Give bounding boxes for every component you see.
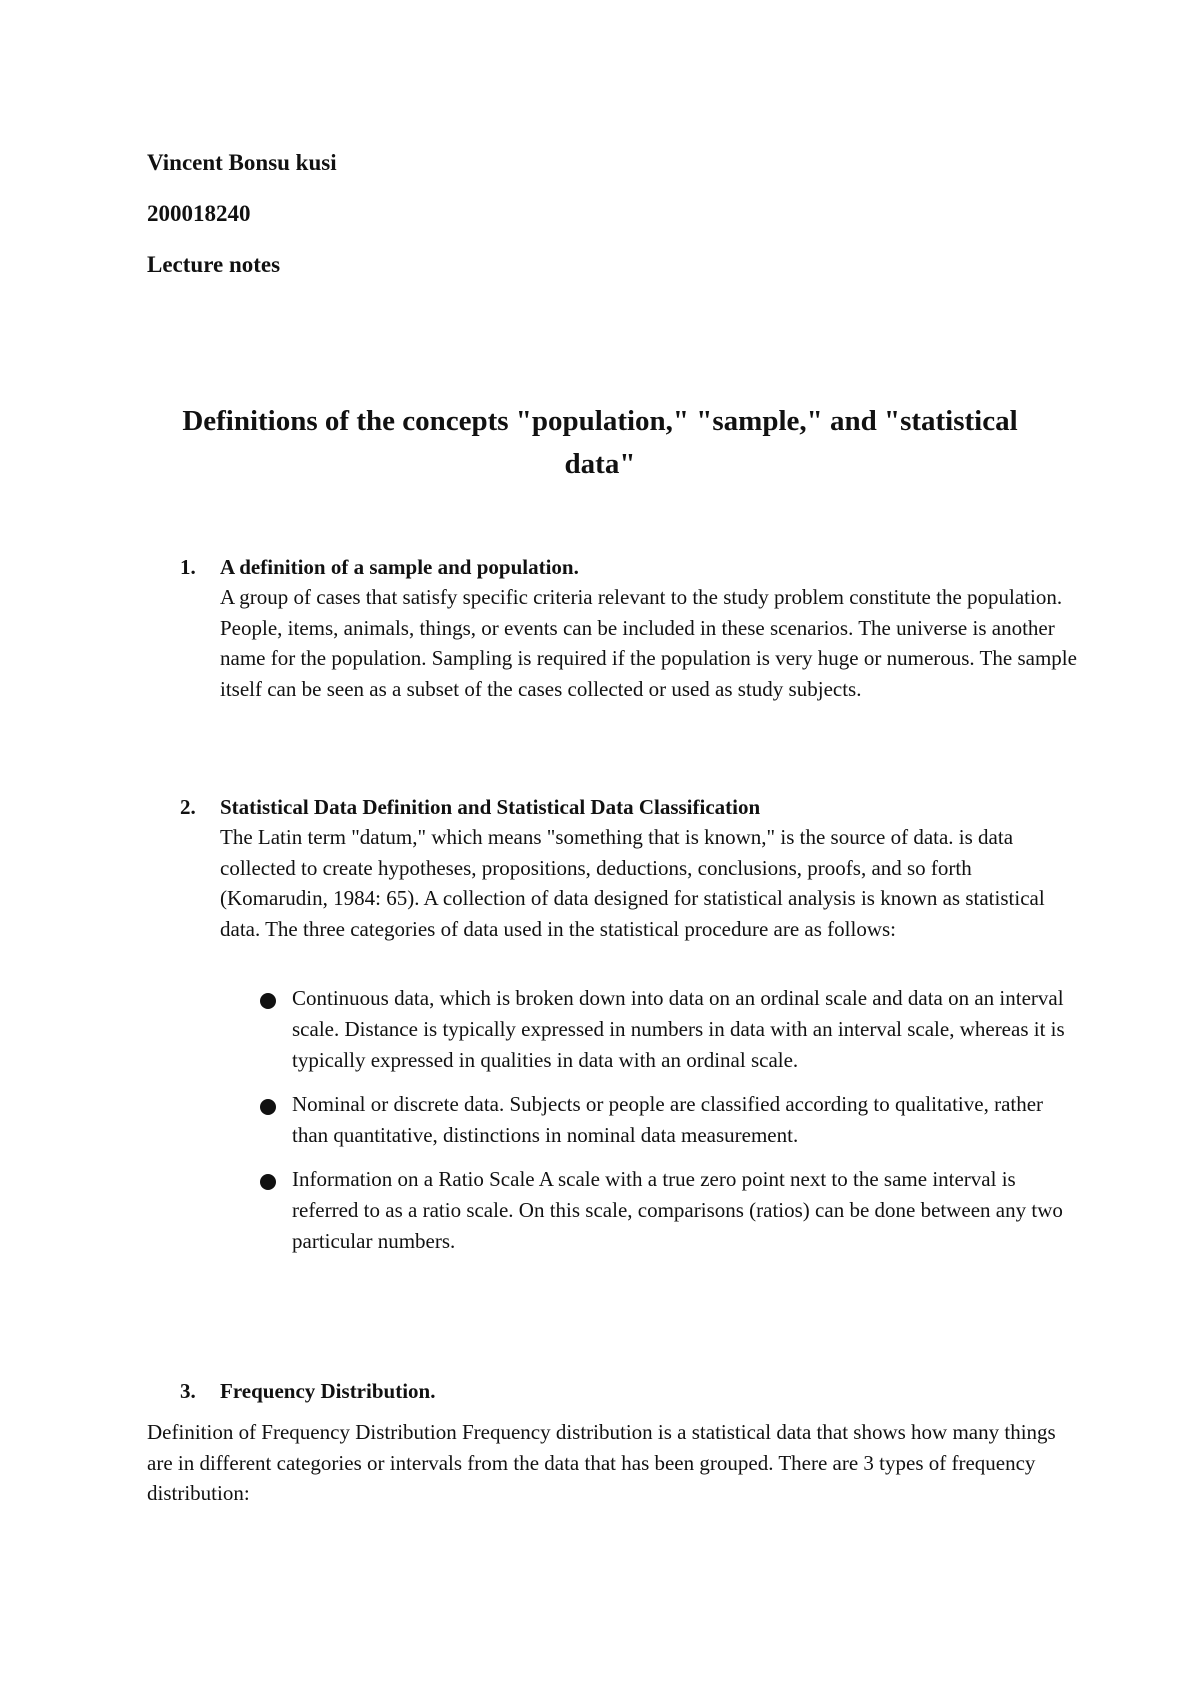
document-title: Definitions of the concepts "population," "sample," and "statistical data" [182,405,1018,480]
section-statistical-data [180,792,1080,944]
document-type: Lecture notes [147,252,281,277]
bullet-icon [260,993,276,1009]
section-number: 2. [180,795,196,819]
list-item [260,1089,1070,1151]
section-body: A group of cases that satisfy specific criteria relevant to the study problem constitute the population. People, items, animals, things, or events can be included in these scenarios. The universe is another name for the population. Sampling is required if the population is very huge or numerous. The sample itself can be seen as a subset of the cases collected or used as study subjects. [220,585,1077,701]
section-heading-text: A definition of a sample and population. [220,555,579,579]
section-number: 1. [180,555,196,579]
section-heading-text: Frequency Distribution. [220,1379,436,1403]
section-frequency-distribution [180,1376,1080,1406]
frequency-distribution-paragraph: Definition of Frequency Distribution Frequency distribution is a statistical data that shows how many things are in different categories or intervals from the data that has been grouped. There are 3 types of frequency distribution: [147,1420,1056,1505]
bullet-icon [260,1099,276,1115]
list-item-text: Continuous data, which is broken down into data on an ordinal scale and data on an interval scale. Distance is typically expressed in numbers in data with an interval scale, whereas it is typically expressed in qualities in data with an ordinal scale. [292,986,1065,1072]
section-heading [180,1376,1080,1406]
list-item-text: Information on a Ratio Scale A scale with a true zero point next to the same interval is referred to as a ratio scale. On this scale, comparisons (ratios) can be done between any two particular numbers. [292,1167,1063,1253]
section-sample-population [180,552,1080,704]
data-categories-list [260,983,1070,1270]
list-item [260,1164,1070,1257]
section-heading-text: Statistical Data Definition and Statistical Data Classification [220,795,761,819]
list-item [260,983,1070,1076]
author-name: Vincent Bonsu kusi [147,150,337,175]
section-heading [180,792,1080,822]
section-heading [180,552,1080,582]
section-number: 3. [180,1379,196,1403]
bullet-icon [260,1174,276,1190]
section-body: The Latin term "datum," which means "something that is known," is the source of data. is data collected to create hypotheses, propositions, deductions, conclusions, proofs, and so forth (Komarudin, 1984: 65). A collection of data designed for statistical analysis is known as statistical data. The three categories of data used in the statistical procedure are as follows: [220,825,1045,941]
student-id: 200018240 [147,201,251,226]
list-item-text: Nominal or discrete data. Subjects or people are classified according to qualitative, rather than quantitative, distinctions in nominal data measurement. [292,1092,1044,1147]
